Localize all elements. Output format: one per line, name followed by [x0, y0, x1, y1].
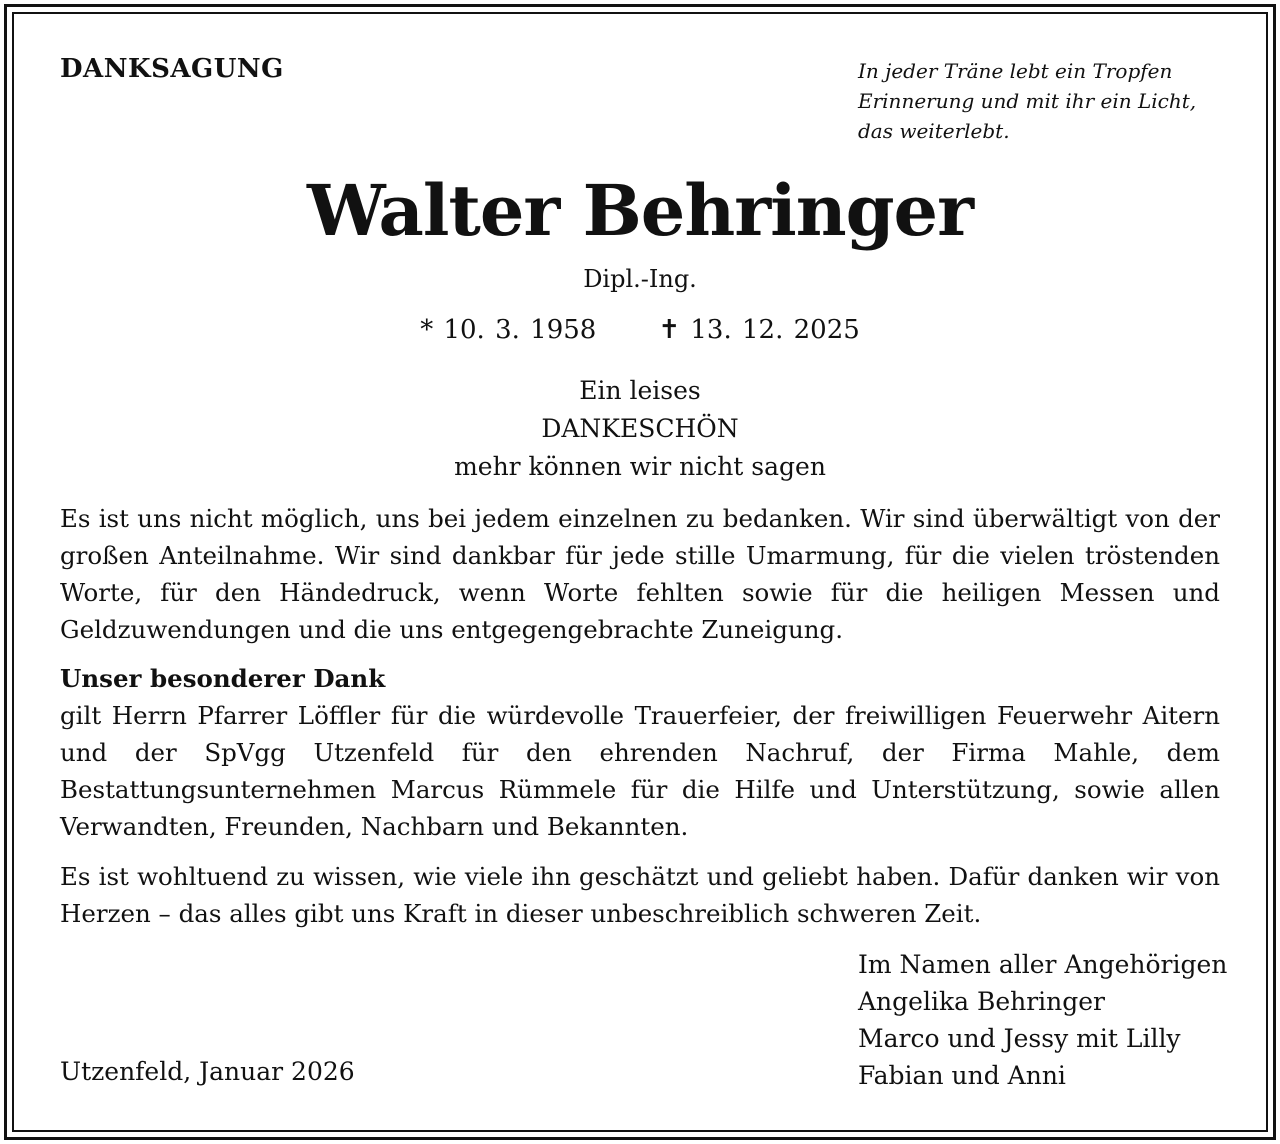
signatures [858, 946, 1227, 1094]
special-thanks-text: gilt Herrn Pfarrer Löffler für die würdevolle Trauerfeier, der freiwilligen Feuerwehr Aitern und der SpVgg Utzenfeld für den ehrenden Nachruf, der Firma Mahle, dem Bestattungsunternehmen Marcus Rümmele für die Hilfe und Unterstützung, sowie allen Verwandten, Freunden, Nachbarn und Bekannten. [60, 701, 1220, 841]
notice-heading: DANKSAGUNG [60, 54, 284, 84]
signature-line: Im Namen aller Angehörigen [858, 950, 1228, 979]
paragraph-special-thanks [60, 660, 1220, 845]
paragraph-closing: Es ist wohltuend zu wissen, wie viele ihn geschätzt und geliebt haben. Dafür danken wir von Herzen – das alles gibt uns Kraft in dieser unbeschreiblich schweren Zeit. [60, 862, 1220, 928]
signature-line: Marco und Jessy mit Lilly [858, 1024, 1181, 1053]
quote-line: mehr können wir nicht sagen [454, 452, 826, 481]
place-and-date: Utzenfeld, Januar 2026 [60, 1057, 355, 1086]
motto-line: Erinnerung und mit ihr ein Licht, [858, 89, 1197, 113]
signature-line: Fabian und Anni [858, 1061, 1066, 1090]
signature-line: Angelika Behringer [858, 987, 1106, 1016]
special-thanks-heading: Unser besonderer Dank [60, 664, 386, 693]
paragraph-gratitude: Es ist uns nicht möglich, uns bei jedem einzelnen zu bedanken. Wir sind überwältigt von der großen Anteilnahme. Wir sind dankbar für jede stille Umarmung, für die vielen tröstenden Worte, für den Händedruck, wenn Worte fehlten sowie für die heiligen Messen und Geldzuwendungen und die uns entgegengebrachte Zuneigung. [60, 504, 1220, 644]
motto-line: In jeder Träne lebt ein Tropfen [858, 59, 1173, 83]
motto-line: das weiterlebt. [858, 119, 1010, 143]
quote-line: DANKESCHÖN [541, 414, 739, 443]
birth-date: * 10. 3. 1958 [420, 315, 597, 345]
deceased-title: Dipl.-Ing. [583, 265, 697, 293]
motto-quote [858, 56, 1238, 146]
death-date: ✝ 13. 12. 2025 [658, 315, 860, 345]
life-dates [0, 315, 1280, 345]
thank-you-quote [0, 372, 1280, 486]
deceased-name: Walter Behringer [307, 169, 973, 252]
quote-line: Ein leises [579, 376, 701, 405]
